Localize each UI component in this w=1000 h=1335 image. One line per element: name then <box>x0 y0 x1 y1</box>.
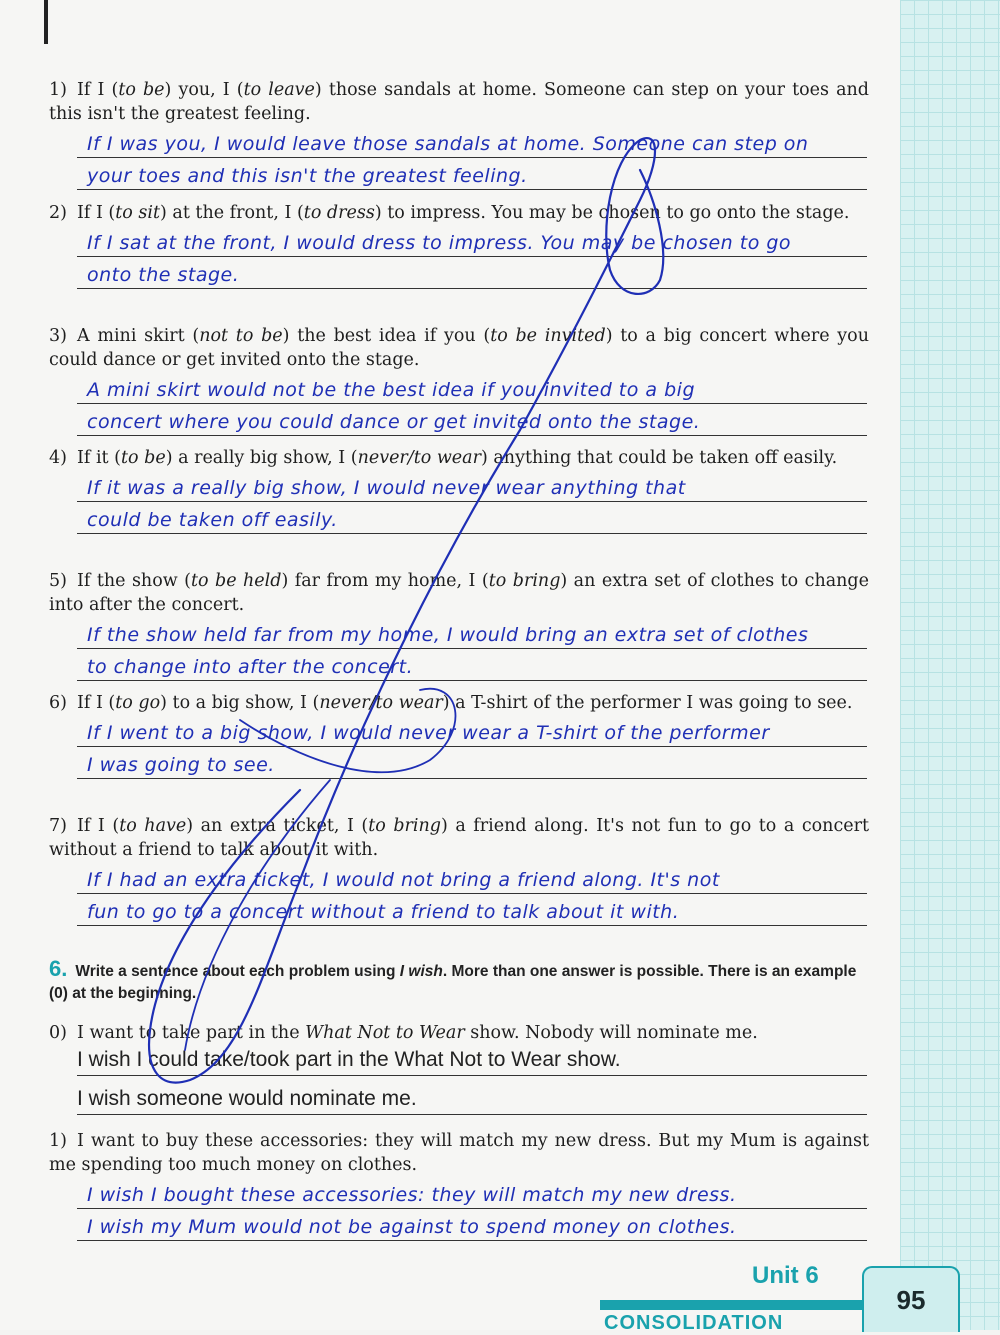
handwritten-answer: If it was a really big show, I would never wear anything that <box>87 477 686 499</box>
example-answer: I wish I could take/took part in the What Not to Wear show. <box>77 1048 621 1071</box>
task-text: If it (to be) a really big show, I (never/to wear) anything that could be taken off easily. <box>77 448 838 468</box>
task-prompt <box>49 1129 869 1177</box>
task-prompt <box>49 1021 869 1045</box>
answer-line[interactable] <box>77 404 867 436</box>
task-text: If the show (to be held) far from my home, I (to bring) an extra set of clothes to change into after the concert. <box>49 571 869 615</box>
task-prompt <box>49 691 869 715</box>
task-number: 1) <box>49 80 67 100</box>
answer-line[interactable] <box>77 470 867 502</box>
handwritten-answer: concert where you could dance or get invited onto the stage. <box>87 411 701 433</box>
answer-line[interactable] <box>77 747 867 779</box>
answer-line[interactable] <box>77 715 867 747</box>
task-text: If I (to be) you, I (to leave) those sandals at home. Someone can step on your toes and this isn't the greatest feeling. <box>49 80 869 124</box>
page-number: 95 <box>862 1266 960 1332</box>
handwritten-answer: your toes and this isn't the greatest feeling. <box>87 165 528 187</box>
answer-line[interactable] <box>77 894 867 926</box>
task-item <box>49 691 869 779</box>
task-text: If I (to go) to a big show, I (never/to wear) a T-shirt of the performer I was going to see. <box>77 693 853 713</box>
exercise-instruction: Write a sentence about each problem using I wish. More than one answer is possible. There is an example (0) at the beginning. <box>49 963 857 1002</box>
task-text: I want to take part in the What Not to Wear show. Nobody will nominate me. <box>77 1023 758 1043</box>
handwritten-answer: If I was you, I would leave those sandals at home. Someone can step on <box>87 133 809 155</box>
handwritten-answer: I was going to see. <box>87 754 275 776</box>
exercise-number: 6. <box>49 956 68 981</box>
task-number: 4) <box>49 448 67 468</box>
handwritten-answer: I wish my Mum would not be against to spend money on clothes. <box>87 1216 737 1238</box>
handwritten-answer: onto the stage. <box>87 264 240 286</box>
task-prompt <box>49 446 869 470</box>
handwritten-answer: A mini skirt would not be the best idea if you invited to a big <box>87 379 696 401</box>
answer-line[interactable] <box>77 1209 867 1241</box>
task-text: If I (to have) an extra ticket, I (to bring) a friend along. It's not fun to go to a concert without a friend to talk about it with. <box>49 816 869 860</box>
example-answer: I wish someone would nominate me. <box>77 1087 417 1110</box>
task-item <box>49 78 869 190</box>
handwritten-answer: fun to go to a concert without a friend to talk about it with. <box>87 901 680 923</box>
answer-line[interactable] <box>77 649 867 681</box>
answer-line[interactable] <box>77 225 867 257</box>
answer-line[interactable] <box>77 126 867 158</box>
task-item <box>49 1129 869 1241</box>
task-prompt <box>49 569 869 617</box>
answer-line <box>77 1045 867 1076</box>
task-text: I want to buy these accessories: they will match my new dress. But my Mum is against me spending too much money on clothes. <box>49 1131 869 1175</box>
task-number: 0) <box>49 1023 67 1043</box>
task-number: 1) <box>49 1131 67 1151</box>
task-text: A mini skirt (not to be) the best idea if you (to be invited) to a big concert where you could dance or get invited onto the stage. <box>49 326 869 370</box>
handwritten-answer: If I sat at the front, I would dress to impress. You may be chosen to go <box>87 232 792 254</box>
answer-line[interactable] <box>77 1177 867 1209</box>
answer-line[interactable] <box>77 158 867 190</box>
handwritten-answer: could be taken off easily. <box>87 509 338 531</box>
answer-line[interactable] <box>77 617 867 649</box>
task-prompt <box>49 814 869 862</box>
task-prompt <box>49 201 869 225</box>
task-number: 5) <box>49 571 67 591</box>
task-item <box>49 814 869 926</box>
handwritten-answer: I wish I bought these accessories: they will match my new dress. <box>87 1184 737 1206</box>
exercise-6-heading <box>49 958 869 1005</box>
task-number: 3) <box>49 326 67 346</box>
task-prompt <box>49 324 869 372</box>
task-number: 6) <box>49 693 67 713</box>
grid-margin <box>900 0 1000 1330</box>
answer-line[interactable] <box>77 372 867 404</box>
handwritten-answer: If the show held far from my home, I would bring an extra set of clothes <box>87 624 809 646</box>
task-item <box>49 569 869 681</box>
answer-line[interactable] <box>77 502 867 534</box>
answer-line[interactable] <box>77 862 867 894</box>
task-item <box>49 1021 869 1115</box>
task-number: 7) <box>49 816 67 836</box>
footer-bar <box>600 1300 862 1310</box>
handwritten-answer: to change into after the concert. <box>87 656 414 678</box>
answer-line[interactable] <box>77 257 867 289</box>
page-edge-mark <box>44 0 48 44</box>
handwritten-answer: If I went to a big show, I would never wear a T-shirt of the performer <box>87 722 770 744</box>
section-title: CONSOLIDATION <box>604 1312 784 1334</box>
task-item <box>49 201 869 289</box>
task-text: If I (to sit) at the front, I (to dress) to impress. You may be chosen to go onto the stage. <box>77 203 850 223</box>
task-number: 2) <box>49 203 67 223</box>
task-item <box>49 324 869 436</box>
unit-label: Unit 6 <box>752 1262 819 1289</box>
task-prompt <box>49 78 869 126</box>
task-item <box>49 446 869 534</box>
answer-line <box>77 1076 867 1115</box>
handwritten-answer: If I had an extra ticket, I would not bring a friend along. It's not <box>87 869 720 891</box>
